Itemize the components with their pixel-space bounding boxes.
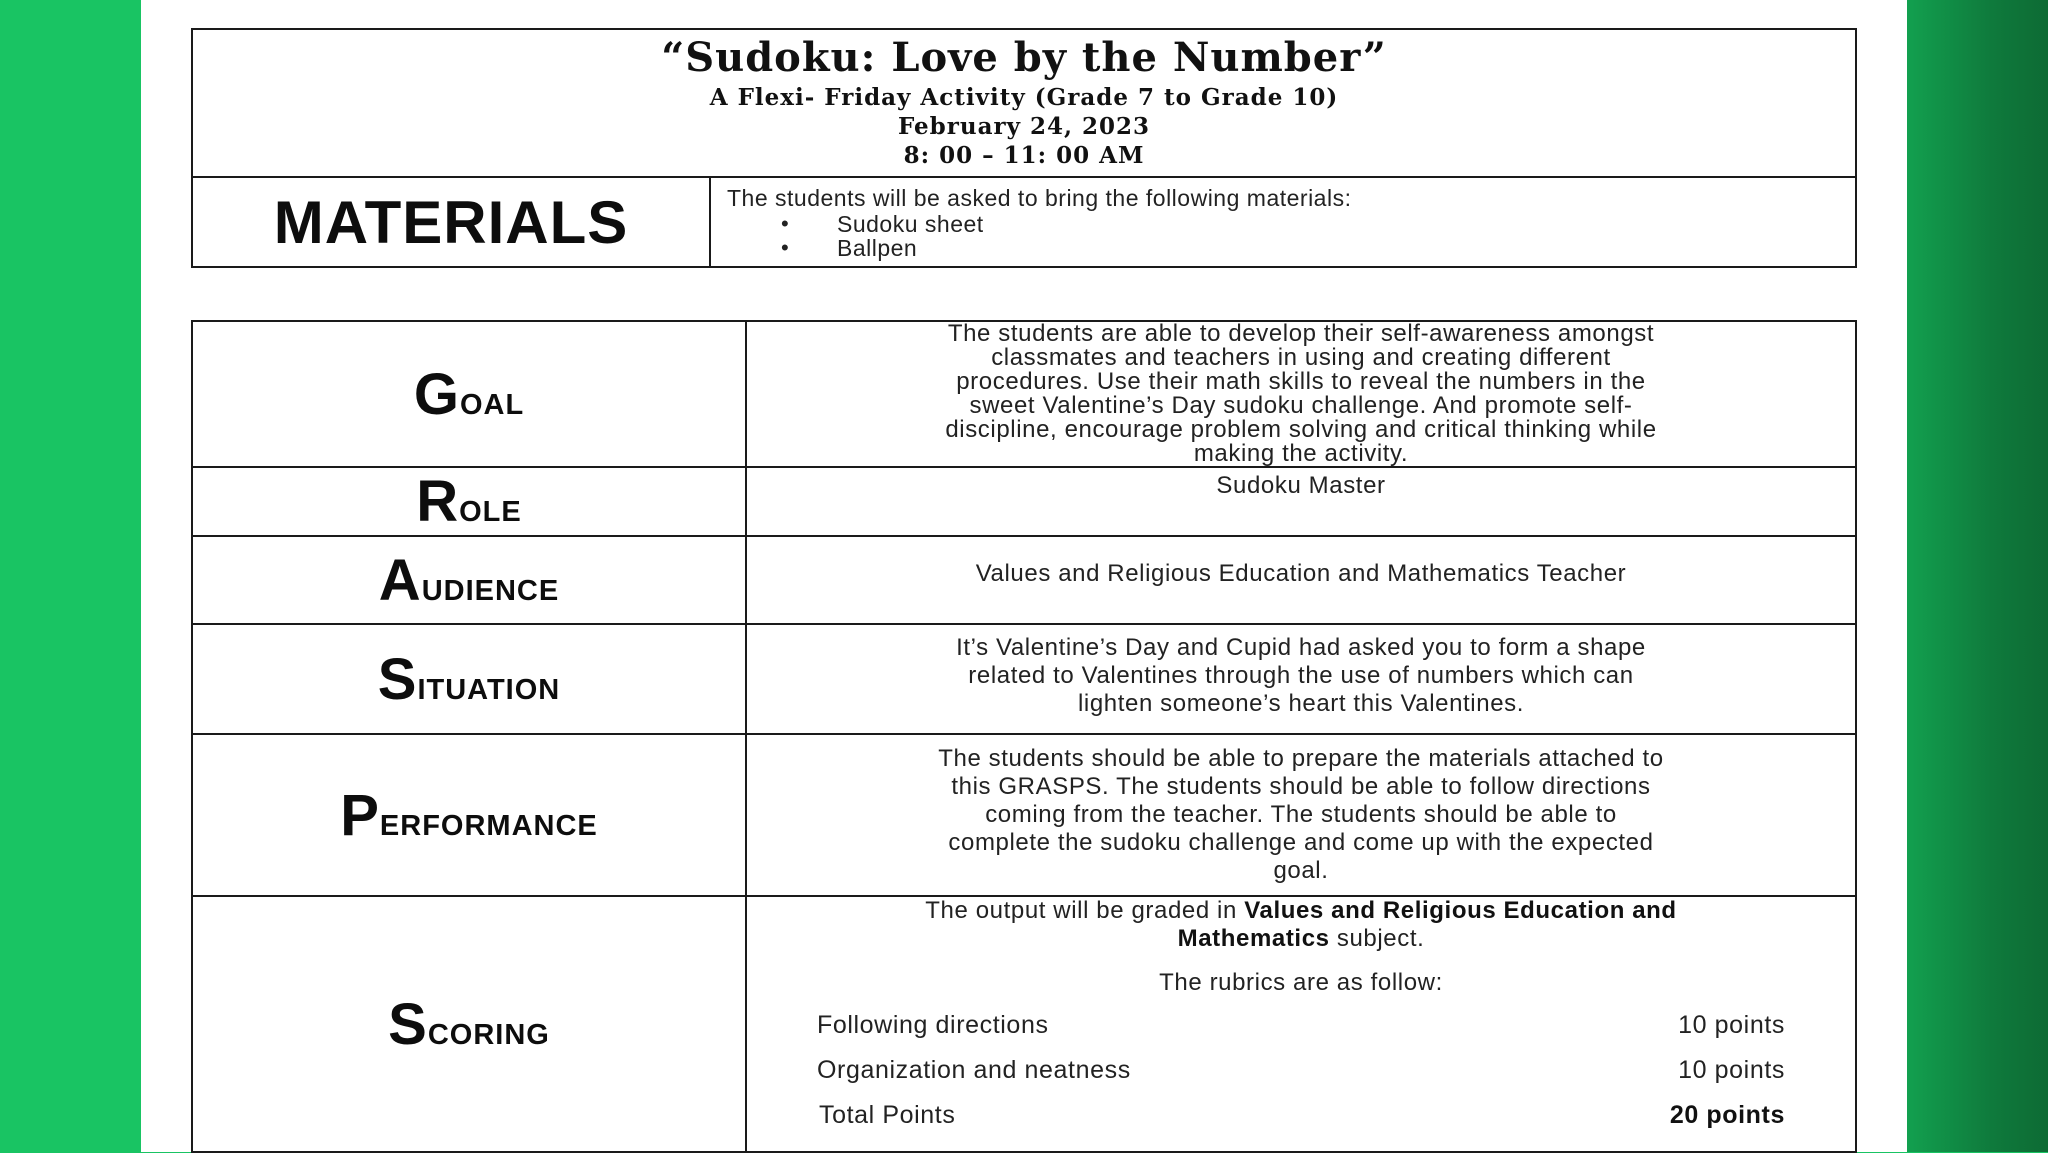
scoring-label: Scoring [388, 991, 550, 1057]
rubric-row [747, 1055, 1855, 1103]
goal-line: discipline, encourage problem solving and critical thinking while [945, 416, 1657, 443]
scoring-subject-bold: Mathematics [1177, 924, 1330, 952]
role-label: Role [416, 469, 522, 534]
performance-line: complete the sudoku challenge and come up with the expected [948, 829, 1654, 856]
materials-list [727, 212, 1827, 260]
role-label-cell [192, 467, 746, 536]
header-title-block [193, 30, 1855, 178]
audience-label: Audience [378, 547, 560, 613]
situation-text [746, 624, 1856, 734]
header-box [191, 28, 1857, 268]
situation-line: It’s Valentine’s Day and Cupid had asked you to form a shape [956, 634, 1646, 661]
scoring-content [746, 896, 1856, 1152]
rubric-points: 10 points [1678, 1010, 1785, 1039]
performance-label-cell [192, 734, 746, 896]
rubric-list [747, 1010, 1855, 1148]
grasps-row-audience [192, 536, 1856, 624]
materials-label: MATERIALS [193, 178, 711, 266]
goal-line: making the activity. [1193, 440, 1409, 467]
document-time: 8: 00 – 11: 00 AM [903, 142, 1145, 169]
performance-label: Performance [340, 782, 598, 848]
grasps-row-role [192, 467, 1856, 536]
scoring-intro-text: subject. [1329, 924, 1425, 952]
goal-label-cell [192, 321, 746, 467]
goal-text [746, 321, 1856, 467]
document-page [141, 0, 1907, 1152]
goal-label: Goal [413, 361, 525, 427]
grasps-table [191, 320, 1857, 1153]
performance-line: The students should be able to prepare the materials attached to [938, 745, 1664, 772]
situation-label-cell [192, 624, 746, 734]
goal-line: sweet Valentine’s Day sudoku challenge. And promote self- [969, 392, 1633, 419]
rubric-total-row [747, 1100, 1855, 1148]
audience-label-cell [192, 536, 746, 624]
audience-text: Values and Religious Education and Mathematics Teacher [746, 536, 1856, 624]
scoring-intro [747, 897, 1855, 953]
materials-intro: The students will be asked to bring the following materials: [727, 185, 1352, 211]
performance-line: this GRASPS. The students should be able to follow directions [951, 773, 1651, 800]
situation-line: related to Valentines through the use of numbers which can [968, 662, 1634, 689]
role-text: Sudoku Master [746, 467, 1856, 536]
situation-label: Situation [377, 646, 561, 712]
goal-line: The students are able to develop their self-awareness amongst [947, 320, 1655, 347]
rubric-total-points: 20 points [1669, 1100, 1785, 1129]
grasps-row-performance [192, 734, 1856, 896]
right-green-band [1907, 0, 2048, 1152]
goal-line: classmates and teachers in using and creating different [991, 344, 1611, 371]
document-subtitle: A Flexi- Friday Activity (Grade 7 to Grade 10) [709, 84, 1339, 111]
document-date: February 24, 2023 [897, 113, 1151, 140]
situation-line: lighten someone’s heart this Valentines. [1077, 690, 1525, 717]
rubric-row [747, 1010, 1855, 1058]
rubric-intro: The rubrics are as follow: [1159, 968, 1443, 996]
goal-line: procedures. Use their math skills to reveal the numbers in the [956, 368, 1646, 395]
scoring-intro-text: The output will be graded in [925, 896, 1245, 924]
performance-line: goal. [1273, 857, 1329, 884]
rubric-points: 10 points [1678, 1055, 1785, 1084]
materials-row [193, 178, 1855, 266]
left-green-band [0, 0, 141, 1152]
materials-item: • Sudoku sheet [727, 212, 1827, 236]
rubric-name: Organization and neatness [817, 1055, 1131, 1084]
materials-item: • Ballpen [727, 236, 1827, 260]
performance-line: coming from the teacher. The students should be able to [985, 801, 1617, 828]
scoring-subject-bold: Values and Religious Education and [1244, 896, 1677, 924]
materials-body [727, 184, 1827, 260]
rubric-name: Following directions [817, 1010, 1049, 1039]
grasps-row-scoring [192, 896, 1856, 1152]
document-title: “Sudoku: Love by the Number” [661, 34, 1387, 81]
rubric-total-name: Total Points [819, 1100, 956, 1129]
grasps-row-situation [192, 624, 1856, 734]
scoring-label-cell [192, 896, 746, 1152]
grasps-row-goal [192, 321, 1856, 467]
performance-text [746, 734, 1856, 896]
